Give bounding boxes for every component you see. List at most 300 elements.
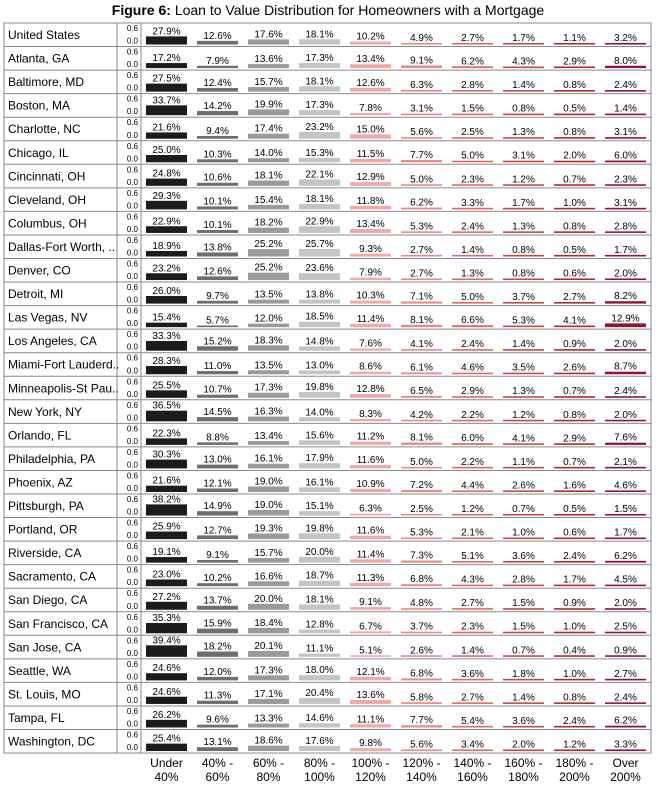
y-tick-label: 0.0 (126, 648, 138, 658)
data-label: 2.5% (614, 621, 637, 633)
x-tick-label: Over (612, 756, 639, 771)
y-tick-label: 0.0 (126, 436, 138, 446)
data-label: 18.2% (203, 641, 232, 653)
data-label: 15.0% (356, 124, 385, 136)
data-label: 1.1% (563, 32, 586, 44)
bar (146, 697, 187, 704)
data-label: 23.2% (305, 121, 334, 133)
data-label: 3.3% (614, 739, 637, 751)
data-label: 18.1% (305, 594, 334, 606)
data-label: 6.2% (461, 56, 484, 68)
data-label: 8.8% (206, 432, 229, 444)
bar (146, 645, 187, 657)
data-label: 18.6% (254, 735, 283, 747)
y-tick-label: 0.0 (126, 272, 138, 282)
y-tick-label: 0.6 (126, 730, 138, 740)
data-label: 19.9% (254, 99, 283, 111)
data-label: 2.0% (614, 339, 637, 351)
data-label: 20.0% (305, 546, 334, 558)
data-label: 4.3% (461, 574, 484, 586)
data-label: 13.0% (305, 360, 334, 372)
data-label: 2.4% (563, 715, 586, 727)
row-label: Miami-Fort Lauderd.. (8, 357, 120, 372)
data-label: 12.4% (203, 78, 232, 90)
data-label: 15.7% (254, 548, 283, 560)
data-label: 3.5% (512, 362, 535, 374)
data-label: 7.8% (359, 102, 382, 114)
y-tick-label: 0.6 (126, 659, 138, 669)
data-label: 4.4% (461, 480, 484, 492)
bar (146, 84, 187, 92)
y-tick-label: 0.0 (126, 625, 138, 635)
y-tick-label: 0.6 (126, 306, 138, 316)
data-label: 17.1% (254, 688, 283, 700)
data-label: 7.1% (410, 291, 433, 303)
data-label: 24.6% (152, 686, 181, 698)
data-label: 12.8% (305, 619, 334, 631)
data-label: 5.1% (359, 645, 382, 657)
data-label: 2.1% (614, 456, 637, 468)
data-label: 1.4% (512, 80, 535, 92)
data-label: 27.2% (152, 591, 181, 603)
data-label: 5.8% (410, 692, 433, 704)
data-label: 19.8% (305, 382, 334, 394)
data-label: 14.6% (305, 713, 334, 725)
data-label: 18.2% (254, 217, 283, 229)
data-label: 23.6% (305, 263, 334, 275)
data-label: 12.1% (203, 478, 232, 490)
data-label: 0.8% (563, 127, 586, 139)
data-label: 10.3% (203, 149, 232, 161)
data-label: 3.3% (461, 197, 484, 209)
data-label: 1.1% (512, 456, 535, 468)
data-label: 13.3% (254, 713, 283, 725)
data-label: 0.5% (563, 244, 586, 256)
data-label: 5.3% (512, 315, 535, 327)
data-label: 13.5% (254, 289, 283, 301)
data-label: 3.4% (461, 739, 484, 751)
bar (146, 201, 187, 210)
data-label: 12.6% (203, 30, 232, 42)
data-label: 9.4% (206, 126, 229, 138)
data-label: 2.0% (614, 409, 637, 421)
data-label: 2.9% (563, 56, 586, 68)
data-label: 6.7% (359, 621, 382, 633)
y-tick-label: 0.6 (126, 283, 138, 293)
bar (146, 296, 187, 304)
data-label: 4.6% (614, 480, 637, 492)
y-tick-label: 0.0 (126, 248, 138, 258)
x-tick-label: 160% (457, 770, 488, 785)
data-label: 10.1% (203, 196, 232, 208)
bar (146, 532, 187, 540)
data-label: 16.1% (254, 453, 283, 465)
x-tick-label: 80% (256, 770, 281, 785)
row-label: Boston, MA (8, 98, 71, 113)
row-label: Chicago, IL (8, 145, 69, 160)
data-label: 33.7% (152, 95, 181, 107)
data-label: 11.6% (356, 525, 385, 537)
row-label: Orlando, FL (8, 428, 72, 443)
data-label: 0.4% (563, 645, 586, 657)
data-label: 5.0% (410, 456, 433, 468)
data-label: 13.6% (356, 689, 385, 701)
data-label: 18.1% (305, 194, 334, 206)
data-label: 4.2% (410, 409, 433, 421)
y-tick-label: 0.0 (126, 578, 138, 588)
x-tick-label: 100% - (351, 756, 390, 771)
y-tick-label: 0.0 (126, 319, 138, 329)
y-tick-label: 0.6 (126, 71, 138, 81)
data-label: 17.3% (254, 665, 283, 677)
x-tick-label: 120% - (402, 756, 441, 771)
data-label: 19.1% (152, 547, 181, 559)
data-label: 7.6% (614, 432, 637, 444)
data-label: 11.1% (305, 643, 334, 655)
row-label: Los Angeles, CA (8, 334, 97, 349)
data-label: 19.0% (254, 499, 283, 511)
data-label: 11.3% (203, 690, 232, 702)
data-label: 0.7% (512, 503, 535, 515)
data-label: 2.4% (461, 339, 484, 351)
data-label: 8.2% (614, 291, 637, 303)
data-label: 16.6% (254, 571, 283, 583)
data-label: 3.6% (512, 551, 535, 563)
y-tick-label: 0.0 (126, 695, 138, 705)
y-tick-label: 0.0 (126, 130, 138, 140)
data-label: 1.2% (512, 174, 535, 186)
data-label: 7.9% (206, 55, 229, 67)
data-label: 5.4% (461, 715, 484, 727)
data-label: 3.1% (410, 103, 433, 115)
y-tick-label: 0.0 (126, 366, 138, 376)
data-label: 11.1% (356, 714, 385, 726)
data-label: 2.2% (461, 456, 484, 468)
y-tick-label: 0.6 (126, 683, 138, 693)
data-label: 2.4% (461, 221, 484, 233)
data-label: 0.7% (563, 456, 586, 468)
x-tick-label: 180% (508, 770, 539, 785)
y-tick-label: 0.6 (126, 377, 138, 387)
y-tick-label: 0.6 (126, 118, 138, 128)
data-label: 2.6% (563, 362, 586, 374)
data-label: 29.3% (152, 190, 181, 202)
data-label: 2.9% (461, 386, 484, 398)
data-label: 0.6% (563, 527, 586, 539)
bar (146, 720, 187, 728)
data-label: 2.5% (410, 503, 433, 515)
y-tick-label: 0.6 (126, 188, 138, 198)
row-label: Philadelphia, PA (8, 451, 96, 466)
y-tick-label: 0.6 (126, 400, 138, 410)
data-label: 2.0% (563, 150, 586, 162)
data-label: 2.7% (410, 268, 433, 280)
data-label: 1.3% (512, 221, 535, 233)
data-label: 19.3% (254, 523, 283, 535)
data-label: 19.8% (305, 523, 334, 535)
data-label: 11.5% (356, 148, 385, 160)
data-label: 8.0% (614, 55, 637, 67)
data-label: 17.2% (152, 53, 181, 65)
data-label: 11.6% (356, 455, 385, 467)
data-label: 9.1% (359, 597, 382, 609)
x-tick-label: 200% (610, 770, 641, 785)
data-label: 17.3% (305, 100, 334, 112)
y-tick-label: 0.6 (126, 212, 138, 222)
data-label: 7.9% (359, 267, 382, 279)
data-label: 1.7% (563, 574, 586, 586)
data-label: 17.6% (305, 735, 334, 747)
data-label: 13.7% (203, 595, 232, 607)
data-label: 9.7% (206, 290, 229, 302)
bar (248, 249, 289, 256)
y-tick-label: 0.0 (126, 342, 138, 352)
data-label: 36.5% (152, 400, 181, 412)
y-tick-label: 0.0 (126, 60, 138, 70)
data-label: 0.8% (563, 80, 586, 92)
y-tick-label: 0.6 (126, 518, 138, 528)
bar (146, 602, 187, 610)
data-label: 1.5% (512, 598, 535, 610)
data-label: 10.6% (203, 172, 232, 184)
data-label: 26.0% (152, 285, 181, 297)
row-label: Phoenix, AZ (8, 475, 73, 490)
data-label: 4.1% (563, 315, 586, 327)
data-label: 18.4% (254, 617, 283, 629)
data-label: 11.2% (356, 431, 385, 443)
row-label: Charlotte, NC (8, 122, 81, 137)
data-label: 18.9% (152, 240, 181, 252)
data-label: 15.2% (203, 336, 232, 348)
data-label: 14.2% (203, 101, 232, 113)
data-label: 27.9% (152, 26, 181, 38)
data-label: 25.9% (152, 521, 181, 533)
data-label: 1.6% (563, 480, 586, 492)
y-tick-label: 0.6 (126, 565, 138, 575)
data-label: 15.1% (305, 501, 334, 513)
y-tick-label: 0.0 (126, 601, 138, 611)
data-label: 14.8% (305, 336, 334, 348)
data-label: 12.0% (254, 313, 283, 325)
data-label: 7.2% (410, 479, 433, 491)
y-tick-label: 0.6 (126, 47, 138, 57)
data-label: 1.3% (512, 386, 535, 398)
data-label: 0.5% (563, 503, 586, 515)
row-label: Cleveland, OH (8, 192, 87, 207)
data-label: 24.6% (152, 663, 181, 675)
data-label: 6.6% (461, 315, 484, 327)
data-label: 25.0% (152, 144, 181, 156)
y-tick-label: 0.0 (126, 107, 138, 117)
data-label: 1.4% (512, 339, 535, 351)
data-label: 1.4% (614, 103, 637, 115)
data-label: 6.2% (614, 550, 637, 562)
data-label: 4.8% (410, 598, 433, 610)
data-label: 5.1% (461, 551, 484, 563)
data-label: 13.4% (356, 219, 385, 231)
data-label: 15.4% (152, 312, 181, 324)
bar (146, 623, 187, 633)
x-tick-label: 40% - (201, 756, 234, 771)
x-tick-label: 140% (406, 770, 437, 785)
x-tick-label: 40% (154, 770, 179, 785)
data-label: 23.2% (152, 263, 181, 275)
data-label: 14.9% (203, 501, 232, 513)
row-label: Washington, DC (8, 734, 95, 749)
data-label: 0.9% (614, 645, 637, 657)
data-label: 17.3% (305, 53, 334, 65)
data-label: 0.7% (512, 645, 535, 657)
data-label: 3.7% (512, 292, 535, 303)
row-label: New York, NY (8, 404, 83, 419)
data-label: 18.3% (254, 335, 283, 347)
data-label: 2.7% (563, 292, 586, 303)
bar (146, 411, 187, 422)
y-tick-label: 0.0 (126, 154, 138, 164)
row-label: San Jose, CA (8, 640, 82, 655)
data-label: 27.5% (152, 73, 181, 85)
data-label: 22.1% (305, 169, 334, 181)
data-label: 16.3% (254, 406, 283, 418)
data-label: 2.0% (614, 268, 637, 280)
data-label: 10.7% (203, 384, 232, 396)
data-label: 12.8% (356, 384, 385, 396)
data-label: 8.6% (359, 361, 382, 373)
y-tick-label: 0.6 (126, 235, 138, 245)
data-label: 2.7% (461, 692, 484, 704)
data-label: 4.9% (410, 32, 433, 44)
y-tick-label: 0.6 (126, 353, 138, 363)
data-label: 23.0% (152, 569, 181, 581)
bar (146, 390, 187, 397)
data-label: 26.2% (152, 709, 181, 721)
data-label: 14.5% (203, 407, 232, 419)
y-tick-label: 0.6 (126, 542, 138, 552)
data-label: 14.0% (305, 407, 334, 419)
data-label: 5.0% (410, 174, 433, 186)
data-label: 0.8% (512, 103, 535, 115)
y-tick-label: 0.6 (126, 330, 138, 340)
bar (248, 273, 289, 280)
y-tick-label: 0.0 (126, 295, 138, 305)
data-label: 2.4% (563, 551, 586, 563)
data-label: 13.1% (203, 737, 232, 749)
data-label: 4.5% (614, 574, 637, 586)
data-label: 9.8% (359, 738, 382, 750)
data-label: 12.0% (203, 666, 232, 678)
data-label: 11.4% (356, 313, 385, 325)
data-label: 6.2% (410, 197, 433, 209)
data-label: 21.6% (152, 475, 181, 487)
data-label: 17.9% (305, 453, 334, 465)
y-tick-label: 0.6 (126, 447, 138, 457)
data-label: 2.4% (614, 692, 637, 704)
data-label: 20.4% (305, 687, 334, 699)
data-label: 3.1% (614, 197, 637, 209)
y-tick-label: 0.6 (126, 24, 138, 33)
data-label: 6.8% (410, 574, 433, 586)
data-label: 18.5% (305, 311, 334, 323)
data-label: 18.0% (305, 665, 334, 677)
data-label: 12.9% (356, 172, 385, 184)
data-label: 2.2% (461, 409, 484, 421)
data-label: 21.6% (152, 122, 181, 134)
data-label: 5.0% (461, 150, 484, 162)
bar (299, 273, 340, 280)
data-label: 1.3% (512, 127, 535, 139)
data-label: 11.8% (356, 195, 385, 207)
data-label: 9.6% (206, 714, 229, 726)
y-tick-label: 0.6 (126, 94, 138, 104)
y-tick-label: 0.0 (126, 413, 138, 423)
data-label: 15.6% (305, 430, 334, 442)
data-label: 2.7% (461, 598, 484, 610)
data-label: 8.7% (614, 361, 637, 373)
data-label: 2.9% (563, 433, 586, 445)
y-tick-label: 0.0 (126, 484, 138, 493)
data-label: 12.1% (356, 666, 385, 678)
data-label: 0.6% (563, 268, 586, 280)
data-label: 0.9% (563, 598, 586, 610)
data-label: 38.2% (152, 494, 181, 506)
data-label: 17.3% (254, 382, 283, 394)
bar (146, 273, 187, 280)
y-tick-label: 0.0 (126, 389, 138, 399)
data-label: 13.8% (203, 242, 232, 254)
data-label: 1.2% (563, 739, 586, 751)
bar (146, 366, 187, 374)
x-tick-label: 120% (355, 770, 386, 785)
y-tick-label: 0.0 (126, 719, 138, 729)
data-label: 0.9% (563, 339, 586, 351)
data-label: 13.8% (305, 289, 334, 301)
row-label: San Francisco, CA (8, 616, 109, 631)
data-label: 4.6% (461, 362, 484, 374)
x-tick-label: 100% (304, 770, 335, 785)
x-tick-label: 80% - (303, 756, 336, 771)
x-tick-label: 180% - (555, 756, 594, 771)
data-label: 13.6% (254, 54, 283, 66)
bar (146, 341, 187, 351)
data-label: 24.8% (152, 168, 181, 180)
y-tick-label: 0.6 (126, 706, 138, 716)
y-tick-label: 0.6 (126, 165, 138, 175)
data-label: 18.1% (305, 29, 334, 41)
data-label: 0.5% (563, 103, 586, 115)
row-label: Baltimore, MD (8, 75, 85, 90)
data-label: 5.0% (461, 292, 484, 303)
data-label: 4.1% (410, 339, 433, 351)
row-label: St. Louis, MO (8, 687, 81, 702)
data-label: 11.0% (203, 361, 232, 373)
data-label: 5.3% (410, 527, 433, 539)
data-label: 1.5% (614, 503, 637, 515)
y-tick-label: 0.6 (126, 589, 138, 599)
y-tick-label: 0.6 (126, 424, 138, 434)
data-label: 25.5% (152, 380, 181, 392)
y-tick-label: 0.0 (126, 531, 138, 541)
row-label: Seattle, WA (8, 663, 71, 678)
data-label: 13.0% (203, 454, 232, 466)
data-label: 2.3% (461, 621, 484, 633)
data-label: 15.4% (254, 194, 283, 206)
data-label: 15.3% (305, 147, 334, 159)
data-label: 2.7% (461, 32, 484, 44)
data-label: 1.7% (614, 244, 637, 256)
data-label: 5.6% (410, 127, 433, 139)
data-label: 30.3% (152, 449, 181, 461)
data-label: 6.5% (410, 385, 433, 397)
